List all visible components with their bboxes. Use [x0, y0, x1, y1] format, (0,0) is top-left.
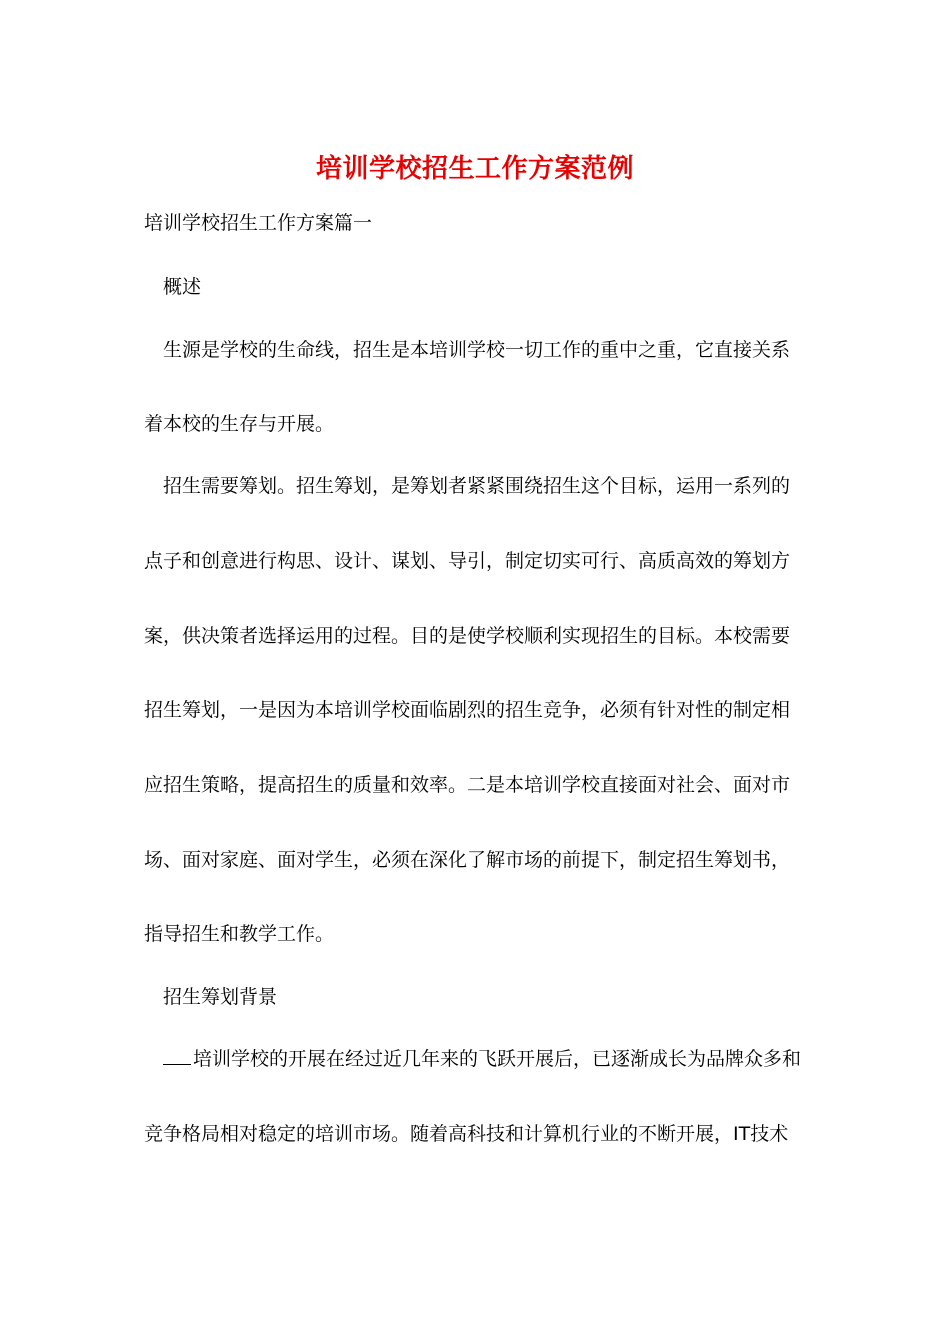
document-title: 培训学校招生工作方案范例	[315, 154, 634, 184]
section-heading: 培训学校招生工作方案篇一	[144, 212, 373, 234]
paragraph-line: 指导招生和教学工作。	[144, 923, 335, 945]
paragraph-line: 应招生策略，提高招生的质量和效率。二是本培训学校直接面对社会、面对市	[144, 774, 791, 796]
paragraph-text: 培训学校的开展在经过近几年来的飞跃开展后，已逐渐成长为品牌众多和	[193, 1048, 802, 1070]
paragraph-line	[163, 1044, 801, 1074]
paragraph-line: 点子和创意进行构思、设计、谋划、导引，制定切实可行、高质高效的筹划方	[144, 550, 791, 572]
paragraph-line: 场、面对家庭、面对学生，必须在深化了解市场的前提下，制定招生筹划书，	[144, 849, 791, 871]
paragraph-line: 竞争格局相对稳定的培训市场。随着高科技和计算机行业的不断开展，IT技术	[144, 1123, 789, 1145]
paragraph-line: 着本校的生存与开展。	[144, 413, 335, 435]
paragraph-line: 招生筹划，一是因为本培训学校面临剧烈的招生竞争，必须有针对性的制定相	[144, 699, 791, 721]
paragraph-heading-overview: 概述	[163, 276, 202, 298]
paragraph-line: 招生需要筹划。招生筹划，是筹划者紧紧围绕招生这个目标，运用一系列的	[163, 475, 791, 497]
paragraph-heading-background: 招生筹划背景	[163, 986, 278, 1008]
paragraph-line: 案，供决策者选择运用的过程。目的是使学校顺利实现招生的目标。本校需要	[144, 625, 791, 647]
blank-underline	[163, 1046, 191, 1065]
paragraph-line: 生源是学校的生命线，招生是本培训学校一切工作的重中之重，它直接关系	[163, 339, 791, 361]
